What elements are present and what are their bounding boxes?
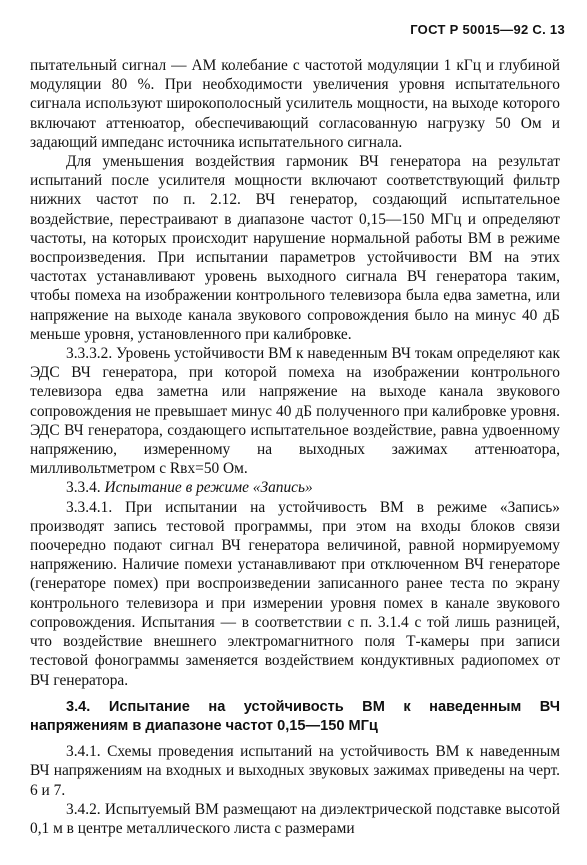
paragraph-3-3-3-2: 3.3.3.2. Уровень устойчивости ВМ к наведенным ВЧ токам определяют как ЭДС ВЧ генератора, при которой помеха на изображении контрольного телевизора едва заметна или напряжение на выходе канала звукового сопровождения не превышает минус 40 дБ полученного при калибровке уровня. ЭДС ВЧ генератора, создающего испытательное воздействие, равна удвоенному напряжению, измеренному на выходных зажимах аттенюатора, милливольтметром с Rвх=50 Ом. [30, 345, 560, 478]
paragraph-3-3-4-1: 3.3.4.1. При испытании на устойчивость ВМ в режиме «Запись» производят запись тестовой программы, при этом на входы блоков связи поочередно подают сигнал ВЧ генератора величиной, равной нормируемому напряжению. Наличие помехи устанавливают при отключенном ВЧ генераторе (генераторе помех) при воспроизведении записанного ранее теста по экрану контрольного телевизора и при измерении уровня помех в канале звукового сопровождения. Испытания — в соответствии с п. 3.1.4 с той лишь разницей, что воздействие внешнего электромагнитного поля Т-камеры при записи тестовой фонограммы заменяется воздействием кондуктивных радиопомех от ВЧ генератора. [30, 498, 560, 689]
paragraph-harmonics: Для уменьшения воздействия гармоник ВЧ генератора на результат испытаний после усилителя мощности включают соответствующий фильтр нижних частот по п. 2.12. ВЧ генератор, создающий испытательное воздействие, перестраивают в диапазоне частот 0,15—150 МГц и определяют частоты, на которых происходит нарушение нормальной работы ВМ в режиме воспроизведения. При испытании параметров устойчивости ВМ на этих частотах устанавливают уровень выходного сигнала ВЧ генератора таким, чтобы помеха на изображении контрольного телевизора была едва заметна, или напряжение на выходе канала звукового сопровождения было на минус 40 дБ меньше уровня, установленного при калибровке. [30, 153, 560, 343]
document-body [30, 56, 560, 838]
subsection-3-3-4 [30, 478, 560, 497]
subsection-3-3-4-title: Испытание в режиме «Запись» [104, 479, 313, 497]
paragraph-continuation: пытательный сигнал — АМ колебание с частотой модуляции 1 кГц и глубиной модуляции 80 %. При необходимости увеличения уровня испытательного сигнала используют широкополосный усилитель мощности, на выходе которого включают аттенюатор, обеспечивающий согласованную нагрузку 50 Ом и задающий импеданс источника испытательного сигнала. [30, 57, 560, 151]
page-header: ГОСТ Р 50015—92 С. 13 [410, 22, 565, 37]
subsection-3-3-4-number: 3.3.4. [66, 479, 101, 497]
section-heading-3-4: 3.4. Испытание на устойчивость ВМ к наведенным ВЧ напряжениям в диапазоне частот 0,15—150 МГц [30, 698, 560, 734]
paragraph-3-4-2: 3.4.2. Испытуемый ВМ размещают на диэлектрической подставке высотой 0,1 м в центре металлического листа с размерами [30, 800, 560, 837]
paragraph-3-4-1: 3.4.1. Схемы проведения испытаний на устойчивость ВМ к наведенным ВЧ напряжениям на входных и выходных звуковых зажимах приведены на черт. 6 и 7. [30, 743, 560, 799]
